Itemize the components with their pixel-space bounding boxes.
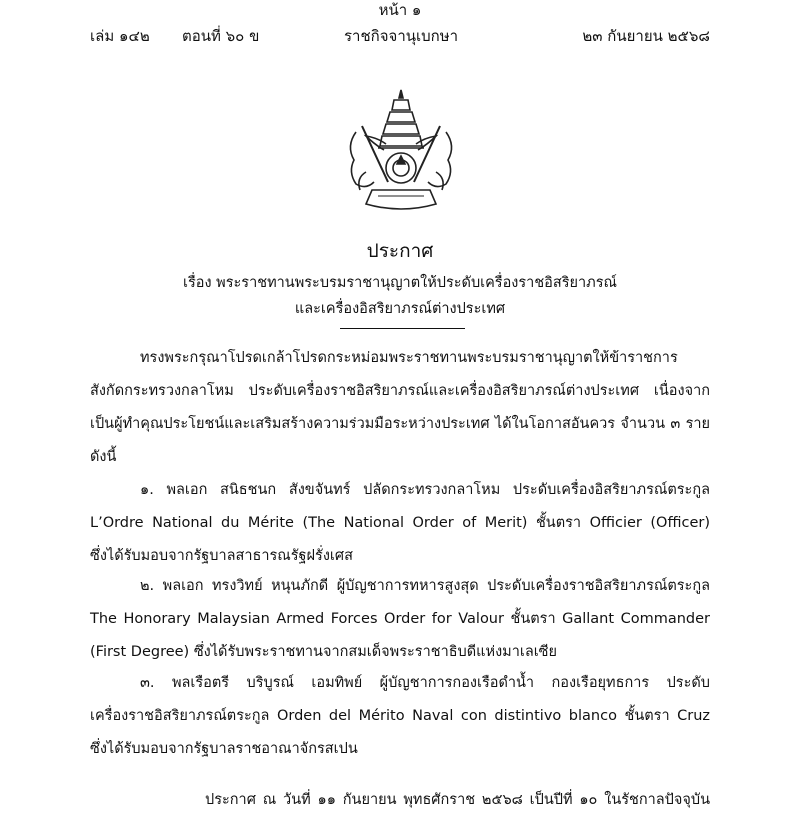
paragraph-line: สังกัดกระทรวงกลาโหม ประดับเครื่องราชอิสริยาภรณ์และเครื่องอิสริยาภรณ์ต่างประเทศ เนื่องจาก: [90, 383, 710, 399]
announcement-title: ประกาศ: [366, 240, 434, 262]
page-number: หน้า ๑: [378, 1, 422, 19]
title-divider: [340, 328, 465, 329]
paragraph-line: ๒. พลเอก ทรงวิทย์ หนุนภักดี ผู้บัญชาการทหารสูงสุด ประดับเครื่องราชอิสริยาภรณ์ตระกูล: [140, 578, 710, 594]
paragraph-line: L’Ordre National du Mérite (The National Order of Merit) ชั้นตรา Officier (Officer): [90, 515, 710, 531]
royal-crest-icon: [326, 86, 476, 218]
paragraph-line: เครื่องราชอิสริยาภรณ์ตระกูล Orden del Mérito Naval con distintivo blanco ชั้นตรา Cruz: [90, 708, 710, 724]
closing-date-line: ประกาศ ณ วันที่ ๑๑ กันยายน พุทธศักราช ๒๕๖๘ เป็นปีที่ ๑๐ ในรัชกาลปัจจุบัน: [205, 792, 710, 808]
paragraph-line: ทรงพระกรุณาโปรดเกล้าโปรดกระหม่อมพระราชทานพระบรมราชานุญาตให้ข้าราชการ: [140, 350, 678, 366]
gazette-name: ราชกิจจานุเบกษา: [344, 27, 459, 45]
paragraph-line: ๑. พลเอก สนิธชนก สังขจันทร์ ปลัดกระทรวงกลาโหม ประดับเครื่องอิสริยาภรณ์ตระกูล: [140, 482, 710, 498]
paragraph-line: The Honorary Malaysian Armed Forces Order for Valour ชั้นตรา Gallant Commander: [90, 611, 710, 627]
issue-date: ๒๓ กันยายน ๒๕๖๘: [582, 27, 710, 45]
announcement-subject: [0, 270, 800, 322]
paragraph-line: ซึ่งได้รับมอบจากรัฐบาลสาธารณรัฐฝรั่งเศส: [90, 548, 353, 564]
paragraph-line: (First Degree) ซึ่งได้รับพระราชทานจากสมเด็จพระราชาธิบดีแห่งมาเลเซีย: [90, 644, 557, 660]
part-number: ตอนที่ ๖๐ ข: [182, 27, 260, 45]
paragraph-line: ซึ่งได้รับมอบจากรัฐบาลราชอาณาจักรสเปน: [90, 741, 358, 757]
subject-line: และเครื่องอิสริยาภรณ์ต่างประเทศ: [294, 301, 506, 317]
volume-number: เล่ม ๑๔๒: [90, 27, 150, 45]
subject-line: เรื่อง พระราชทานพระบรมราชานุญาตให้ประดับเครื่องราชอิสริยาภรณ์: [183, 275, 617, 291]
paragraph-line: เป็นผู้ทำคุณประโยชน์และเสริมสร้างความร่วมมือระหว่างประเทศ ได้ในโอกาสอันควร จำนวน ๓ ราย: [90, 416, 710, 432]
paragraph-line: ดังนี้: [90, 449, 117, 465]
gazette-header: [90, 24, 710, 46]
paragraph-line: ๓. พลเรือตรี บริบูรณ์ เอมทิพย์ ผู้บัญชาการกองเรือดำน้ำ กองเรือยุทธการ ประดับ: [140, 675, 710, 691]
